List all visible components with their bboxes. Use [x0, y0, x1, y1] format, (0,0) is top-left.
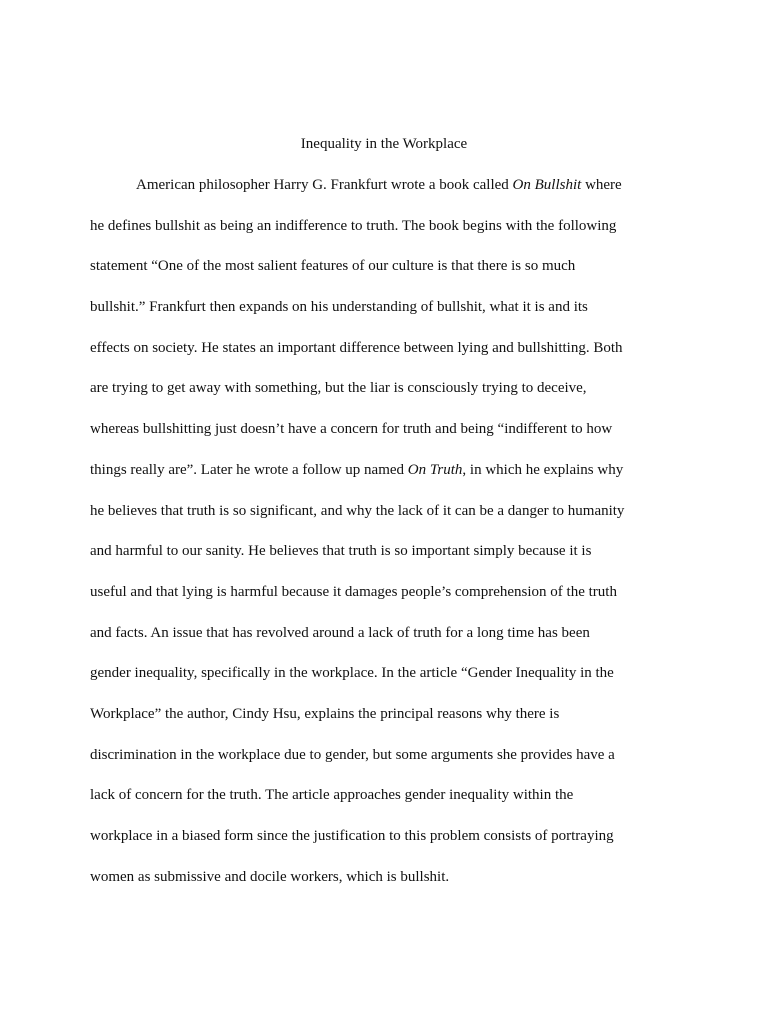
text-span: discrimination in the workplace due to gender, but some arguments she provides have a — [90, 746, 615, 763]
text-span: useful and that lying is harmful because it damages people’s comprehension of the truth — [90, 583, 617, 600]
text-line — [90, 662, 690, 703]
text-span: where — [581, 177, 622, 193]
text-span: whereas bullshitting just doesn’t have a concern for truth and being “indifferent to how — [90, 421, 613, 438]
text-line — [90, 418, 690, 459]
text-line — [90, 866, 690, 907]
text-line — [90, 622, 690, 663]
text-line — [90, 337, 690, 378]
text-line — [90, 744, 690, 785]
text-span: women as submissive and docile workers, which is bullshit. — [90, 868, 450, 885]
text-span: are trying to get away with something, but the liar is consciously trying to deceive, — [90, 380, 587, 397]
text-span: gender inequality, specifically in the workplace. In the article “Gender Inequality in the — [90, 665, 614, 682]
text-span: things really are”. Later he wrote a follow up named — [90, 461, 408, 478]
text-line — [90, 703, 690, 744]
text-span: American philosopher Harry G. Frankfurt wrote a book called — [136, 177, 513, 193]
text-line — [90, 825, 690, 866]
text-span: he defines bullshit as being an indifference to truth. The book begins with the following — [90, 217, 617, 234]
text-span: statement “One of the most salient features of our culture is that there is so much — [90, 258, 576, 275]
text-span: and harmful to our sanity. He believes that truth is so important simply because it is — [90, 543, 592, 560]
book-title-on-bullshit: On Bullshit — [512, 177, 582, 193]
paragraph — [90, 174, 690, 906]
text-line — [90, 174, 690, 215]
text-line — [90, 215, 690, 256]
text-line — [90, 581, 690, 622]
text-span: bullshit.” Frankfurt then expands on his understanding of bullshit, what it is and its — [90, 299, 588, 316]
text-span: , in which he explains why — [462, 461, 624, 478]
text-span: he believes that truth is so significant, and why the lack of it can be a danger to humanity — [90, 502, 625, 519]
text-span: lack of concern for the truth. The article approaches gender inequality within the — [90, 787, 574, 804]
text-span: and facts. An issue that has revolved around a lack of truth for a long time has been — [90, 624, 590, 641]
book-title-on-truth: On Truth — [407, 461, 463, 478]
text-line — [90, 377, 690, 418]
text-line — [90, 540, 690, 581]
text-line — [90, 255, 690, 296]
text-span: workplace in a biased form since the justification to this problem consists of portraying — [90, 828, 614, 844]
document-title: Inequality in the Workplace — [300, 136, 468, 152]
text-line — [90, 459, 690, 500]
text-line — [90, 784, 690, 825]
text-line — [90, 500, 690, 541]
text-span: Workplace” the author, Cindy Hsu, explains the principal reasons why there is — [90, 705, 560, 722]
text-span: effects on society. He states an important difference between lying and bullshitting. Both — [90, 339, 623, 356]
text-line — [90, 296, 690, 337]
